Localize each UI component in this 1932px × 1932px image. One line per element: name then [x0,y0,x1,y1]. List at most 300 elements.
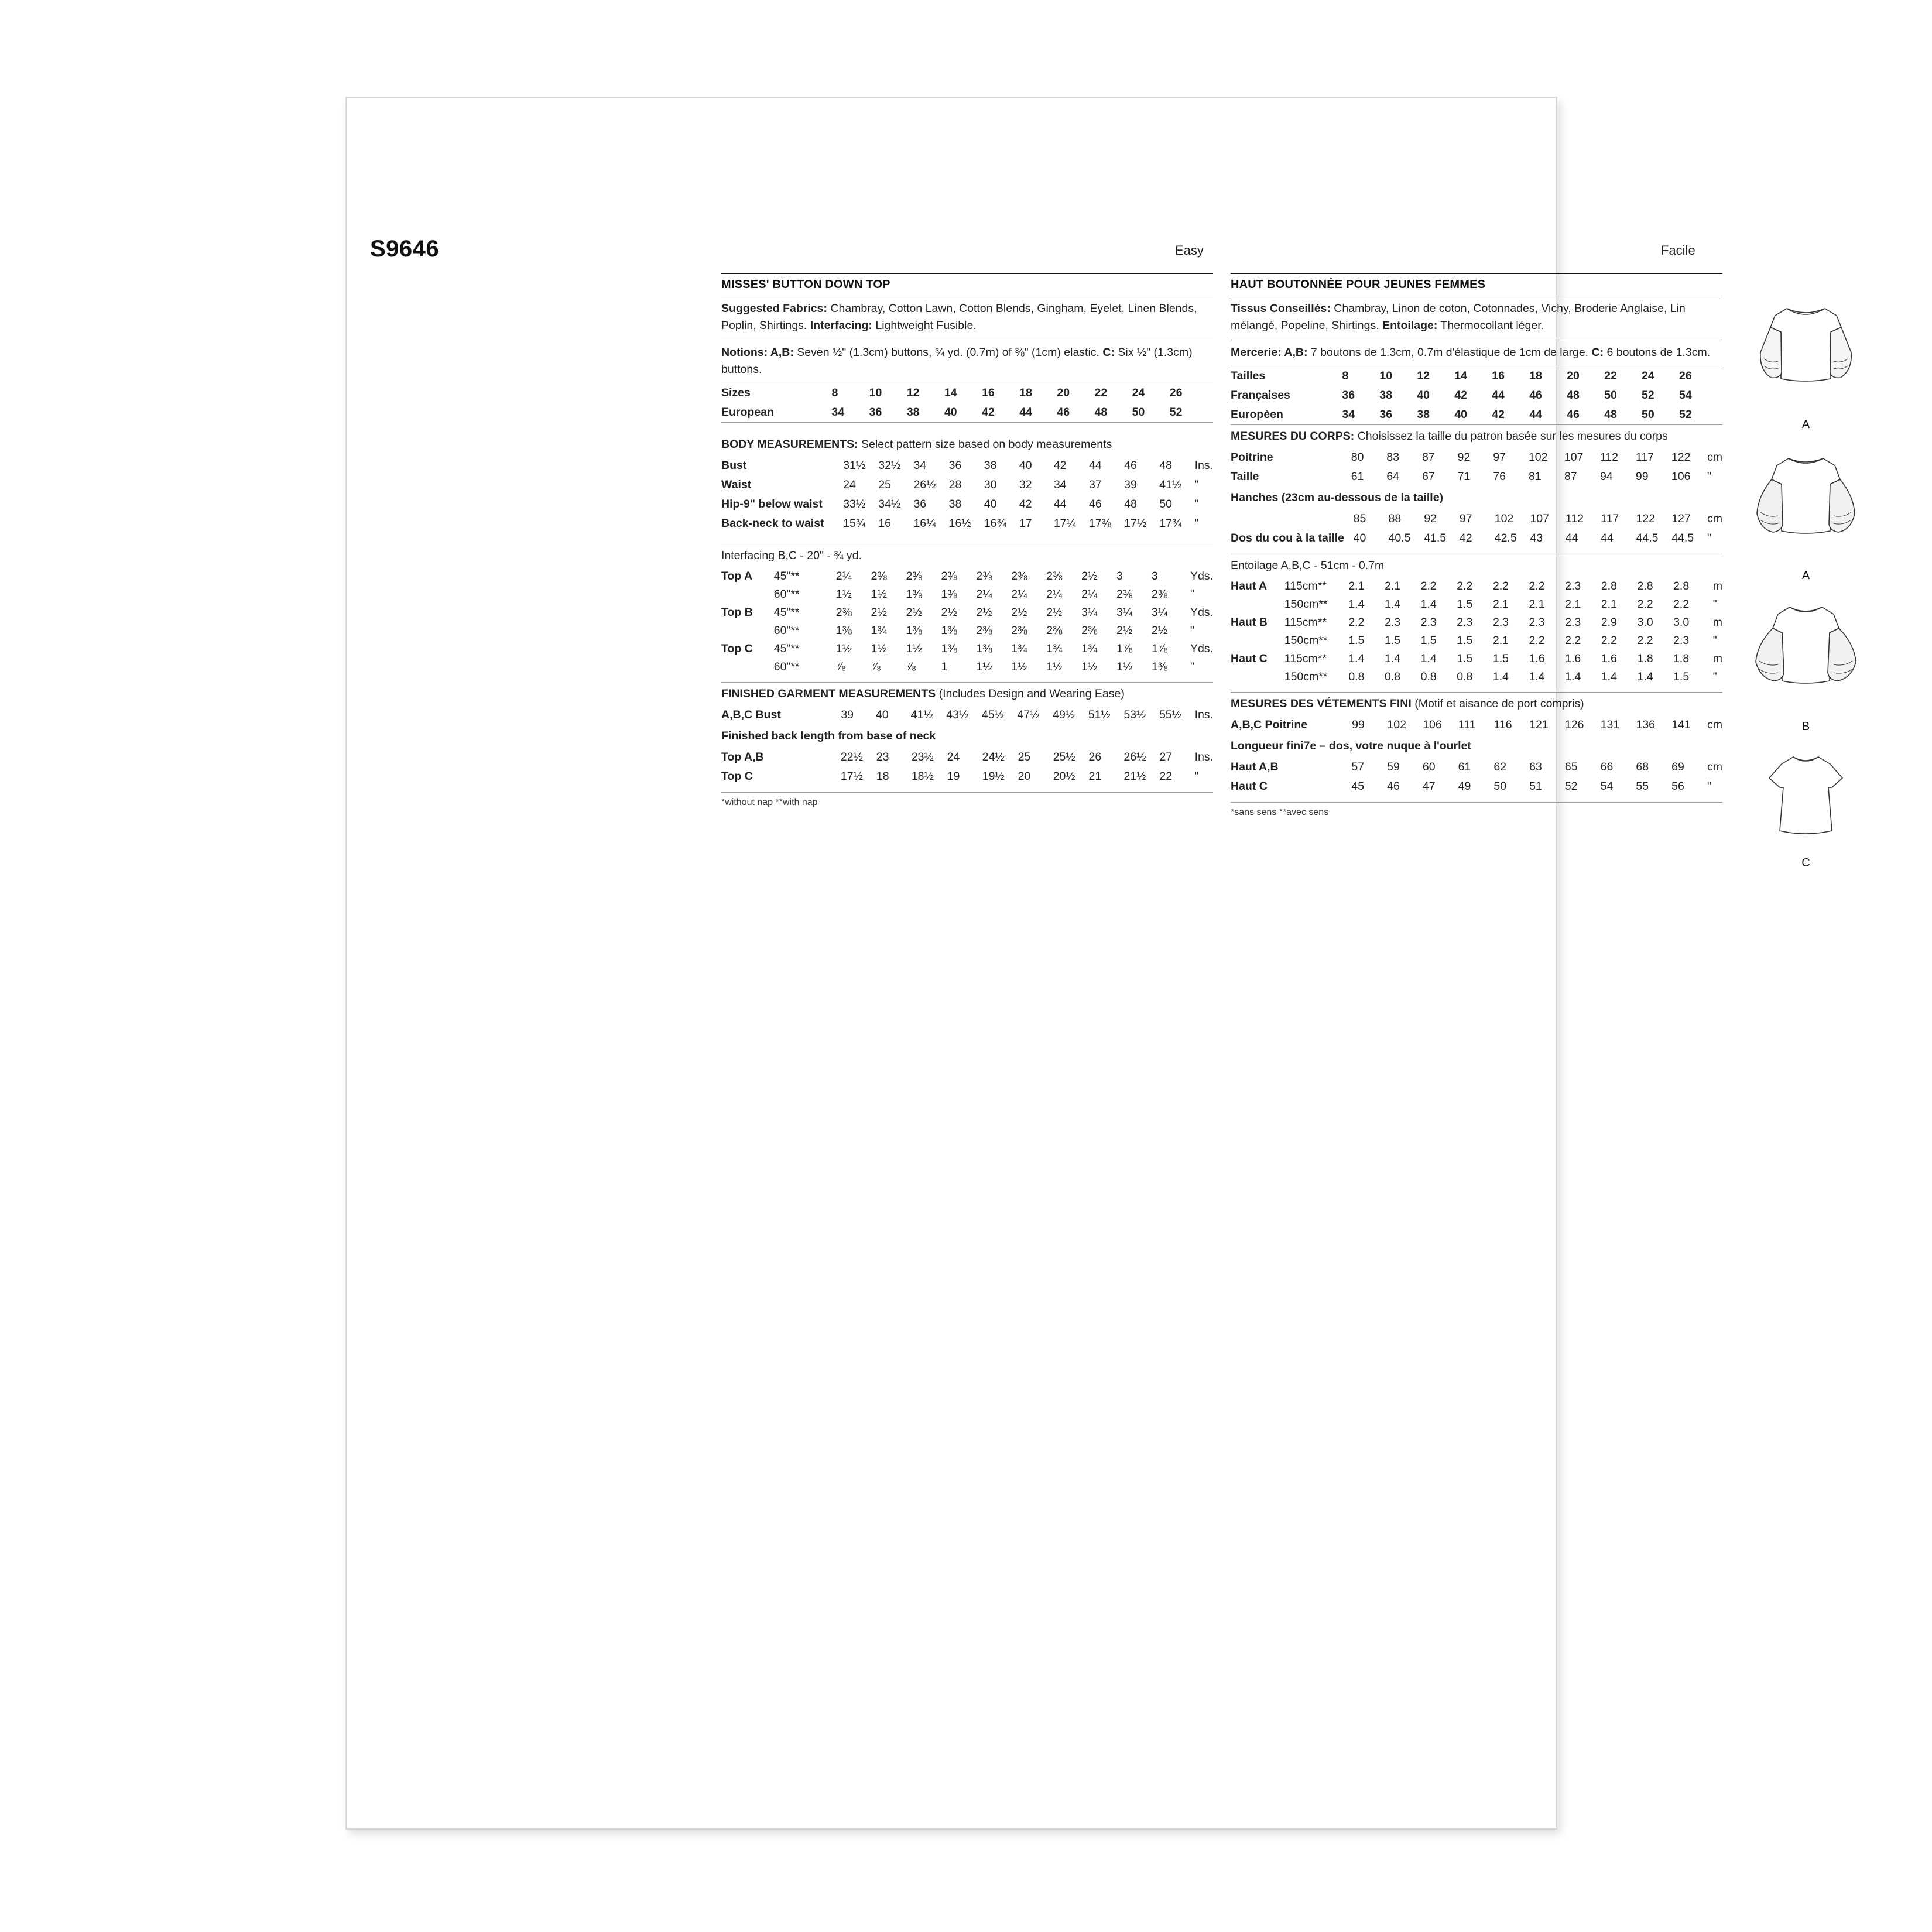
body-measurements-table-fr [1231,448,1722,487]
notions-label-en: Notions: A,B: [721,345,794,359]
table-row [1231,777,1722,796]
hip-note-fr [1231,487,1722,509]
sizes-table-fr [1231,366,1722,424]
cell: 53½ [1123,708,1146,721]
cell: 76 [1493,470,1506,483]
fabric-width: 150cm** [1284,633,1328,647]
cell: 2.2 [1420,579,1437,592]
difficulty-en: Easy [1175,243,1204,258]
cell: 19 [947,770,960,783]
cell: 102 [1494,512,1514,525]
table-row [1231,577,1722,595]
cell: 2½ [1011,606,1027,619]
body-head-bold-en: BODY MEASUREMENTS: [721,438,858,451]
cell: 1.8 [1673,652,1690,665]
finished-head-rest-fr: (Motif et aisance de port compris) [1411,697,1584,710]
cell: 42.5 [1494,531,1517,544]
yardage-table-fr [1231,577,1722,686]
cell: 36 [948,459,962,472]
unit: Ins. [1194,751,1213,763]
view-a-back-drawing [1743,442,1869,568]
cell: 1⅜ [835,624,852,637]
cell: 1¾ [1046,642,1063,655]
view-a-front-caption: A [1801,418,1810,431]
cell: 10 [1379,369,1393,382]
cell: 32½ [878,459,901,472]
cell: 47½ [1017,708,1040,721]
cell: 42 [1454,388,1467,402]
fabrics-label-en: Suggested Fabrics: [721,302,827,315]
cell: 23½ [911,751,934,763]
cell: 1⅜ [941,588,957,601]
cell: 50 [1604,388,1617,402]
cell: 44 [1529,407,1542,421]
fabric-width: 60"** [773,624,800,637]
cell: 106 [1423,718,1442,731]
notions-c-text-fr: 6 boutons de 1.3cm. [1604,345,1711,359]
cell: 2.3 [1565,579,1581,592]
cell: 2⅜ [906,570,922,583]
unit: " [1712,597,1717,611]
cell: 55 [1636,779,1649,793]
finished-measurements-table-en [721,705,1213,725]
view-a-front [1743,291,1869,431]
cell: 2.2 [1565,633,1581,647]
francaises-label-fr: Françaises [1231,388,1290,402]
cell: 16½ [948,517,971,530]
cell: 22 [1159,770,1173,783]
cell: 48 [1124,498,1137,511]
table-row [1231,467,1722,487]
view-label: Top C [721,642,753,655]
table-row [1231,405,1722,424]
cell: 2.2 [1457,579,1473,592]
cell: 92 [1457,450,1471,464]
cell: 46 [1088,498,1102,511]
finished-head-bold-en: FINISHED GARMENT MEASUREMENTS [721,687,936,700]
cell: 21 [1088,770,1102,783]
cell: 50 [1642,407,1654,421]
cell: 117 [1635,450,1654,464]
notions-c-label-fr: C: [1591,345,1604,359]
cell: 25 [878,478,891,491]
interfacing-text-en: Lightweight Fusible. [872,319,977,333]
cell: 92 [1424,512,1437,525]
cell: 88 [1388,512,1402,525]
body-measurements-head-fr [1231,425,1722,448]
cell: 1.4 [1384,652,1401,665]
cell: 12 [906,386,920,399]
cell: 44 [1601,531,1614,544]
cell: 44 [1088,459,1102,472]
cell: 25½ [1053,751,1075,763]
cell: 2⅜ [976,570,992,583]
cell: 136 [1636,718,1655,731]
sizes-label-fr: Tailles [1231,369,1266,382]
cell: 14 [944,386,957,399]
cell: 43½ [946,708,969,721]
finished-head-bold-fr: MESURES DES VÉTEMENTS FINI [1231,697,1412,710]
row-label: Haut C [1231,779,1268,793]
cell: 34 [1053,478,1067,491]
cell: 43 [1530,531,1543,544]
cell: 0.8 [1457,670,1473,683]
table-row [1231,595,1722,614]
footnote-fr: *sans sens **avec sens [1231,807,1329,817]
cell: 97 [1459,512,1472,525]
unit: m [1712,615,1722,629]
row-label: Top A,B [721,751,764,763]
cell: 141 [1671,718,1691,731]
cell: 44 [1565,531,1578,544]
cell: 2.2 [1348,615,1365,629]
view-c [1743,744,1869,870]
interfacing-line-fr: Entoilage A,B,C - 51cm - 0.7m [1231,559,1385,572]
cell: 1½ [871,588,887,601]
cell: 1.5 [1492,652,1509,665]
cell: 39 [841,708,854,721]
cell: 26½ [1123,751,1146,763]
cell: 94 [1599,470,1613,483]
cell: 61 [1351,470,1364,483]
unit: " [1194,498,1199,511]
table-row [1231,366,1722,386]
cell: 12 [1417,369,1430,382]
cell: 2.1 [1492,597,1509,611]
cell: 102 [1387,718,1406,731]
unit: " [1707,531,1711,544]
cell: 10 [869,386,882,399]
cell: 2¼ [1046,588,1063,601]
cell: 42 [1459,531,1472,544]
cell: 8 [831,386,838,399]
yardage-table-en [721,567,1213,676]
cell: 26 [1679,369,1692,382]
interfacing-label-fr: Entoilage: [1382,319,1438,333]
cell: 16 [982,386,995,399]
cell: 14 [1454,369,1467,382]
cell: 56 [1671,779,1684,793]
table-row [1231,650,1722,668]
unit: " [1712,633,1717,647]
cell: 44 [1053,498,1067,511]
finished-back-table-fr [1231,758,1722,796]
cell: 127 [1671,512,1691,525]
fabric-width: 150cm** [1284,670,1328,683]
body-measurements-head-en [721,433,1213,456]
cell: 102 [1528,450,1548,464]
cell: 111 [1458,718,1476,731]
cell: 69 [1671,760,1684,773]
cell: 1.4 [1565,670,1581,683]
cell: 121 [1529,718,1549,731]
cell: 2.3 [1457,615,1473,629]
view-label: Top A [721,570,753,583]
cell: 20 [1018,770,1031,783]
view-a-front-drawing [1743,291,1869,417]
unit: cm [1707,760,1722,773]
row-label: Taille [1231,470,1259,483]
unit: " [1194,770,1199,783]
unit: " [1707,779,1711,793]
cell: 1⅞ [1151,642,1168,655]
unit: " [1194,517,1199,530]
footnote-en: *without nap **with nap [721,797,818,807]
table-row [721,640,1213,658]
row-label: Hip-9" below waist [721,498,823,511]
table-row [1231,448,1722,467]
cell: 32 [1019,478,1032,491]
cell: 1.5 [1457,597,1473,611]
cell: 52 [1169,406,1183,419]
cell: 2.2 [1637,633,1653,647]
cell: 2.8 [1673,579,1690,592]
finished-back-note-text-en: Finished back length from base of neck [721,729,936,742]
cell: 34 [913,459,927,472]
fabric-width: 45"** [773,570,800,583]
cell: 1.4 [1348,597,1365,611]
cell: 87 [1564,470,1577,483]
cell: 3¼ [1081,606,1098,619]
cell: 2.9 [1601,615,1617,629]
cell: 50 [1159,498,1172,511]
cell: 122 [1636,512,1656,525]
cell: 2.2 [1637,597,1653,611]
cell: 64 [1386,470,1400,483]
cell: 81 [1528,470,1542,483]
cell: 1½ [906,642,922,655]
cell: 8 [1342,369,1349,382]
cell: 2⅜ [835,606,852,619]
cell: 40 [984,498,997,511]
cell: 107 [1530,512,1549,525]
cell: 2.8 [1637,579,1653,592]
finished-head-rest-en: (Includes Design and Wearing Ease) [936,687,1125,700]
cell: 2½ [1116,624,1133,637]
cell: 54 [1600,779,1614,793]
cell: 24 [1132,386,1145,399]
cell: 44.5 [1671,531,1694,544]
cell: 17⅜ [1088,517,1111,530]
row-label: Back-neck to waist [721,517,824,530]
cell: 1⅜ [906,624,922,637]
cell: 1½ [1046,660,1063,673]
unit: " [1194,478,1199,491]
cell: 2⅜ [1116,588,1133,601]
cell: 38 [1417,407,1430,421]
cell: 1.5 [1384,633,1401,647]
unit [1717,405,1722,424]
cell: 2⅜ [1011,624,1027,637]
cell: 20 [1057,386,1070,399]
cell: 2½ [976,606,992,619]
notions-text-en: Seven ½" (1.3cm) buttons, ¾ yd. (0.7m) of ⅜" (1cm) elastic. [793,345,1103,359]
cell: 40.5 [1388,531,1411,544]
unit: " [1707,470,1711,483]
cell: 2⅜ [871,570,887,583]
cell: 1.5 [1457,652,1473,665]
cell: 2½ [1151,624,1168,637]
cell: 1.6 [1529,652,1545,665]
cell: 52 [1679,407,1692,421]
fabric-width: 60"** [773,660,800,673]
cell: 63 [1529,760,1542,773]
cell: 2.3 [1565,615,1581,629]
cell: 3 [1151,570,1158,583]
fabric-width: 115cm** [1284,615,1327,629]
cell: 2.1 [1384,579,1401,592]
illustration-column [1743,291,1878,881]
table-row [1231,386,1722,405]
cell: 18 [1019,386,1032,399]
view-label: Haut B [1231,615,1268,629]
cell: 45 [1351,779,1365,793]
cell: 2⅜ [1046,624,1063,637]
cell: 33½ [843,498,866,511]
cell: 40 [1019,459,1032,472]
cell: 3 [1116,570,1123,583]
cell: 60 [1422,760,1436,773]
fabric-width: 150cm** [1284,597,1328,611]
cell: 2¼ [835,570,852,583]
fabric-width: 115cm** [1284,652,1327,665]
cell: 22½ [840,751,863,763]
row-label: A,B,C Bust [721,708,781,721]
unit: m [1712,652,1722,665]
table-row [1231,758,1722,777]
cell: 2⅜ [941,570,957,583]
view-c-drawing [1743,744,1869,855]
cell: 24 [843,478,856,491]
cell: 2.2 [1529,633,1545,647]
view-a-back-caption: A [1801,569,1810,582]
cell: 21½ [1123,770,1146,783]
unit: Ins. [1194,459,1213,472]
cell: 17 [1019,517,1032,530]
cell: 59 [1387,760,1400,773]
cell: 1.5 [1457,633,1473,647]
finished-back-note-en [721,725,1213,748]
cell: 24 [1642,369,1654,382]
unit: Yds. [1190,606,1213,619]
notions-en [721,340,1213,383]
table-row [721,585,1213,604]
cell: 54 [1679,388,1692,402]
cell: 34 [1342,407,1355,421]
cell: 50 [1493,779,1507,793]
pattern-envelope-back [345,97,1810,1830]
cell: 1⅜ [941,624,957,637]
cell: 2½ [871,606,887,619]
cell: 1¾ [871,624,887,637]
cell: 48 [1159,459,1172,472]
view-label: Haut A [1231,579,1268,592]
body-measurements-table-en [721,456,1213,533]
cell: 1.5 [1348,633,1365,647]
cell: 47 [1422,779,1436,793]
cell: 2⅜ [1011,570,1027,583]
table-row [721,403,1213,422]
table-row [721,658,1213,676]
cell: 18 [1529,369,1542,382]
body-head-rest-fr: Choisissez la taille du patron basée sur les mesures du corps [1354,429,1668,443]
cell: 2.8 [1601,579,1617,592]
cell: 40 [876,708,889,721]
cell: 41½ [1159,478,1182,491]
cell: 1.8 [1637,652,1653,665]
cell: 1.6 [1601,652,1617,665]
cell: 2¼ [1011,588,1027,601]
cell: ⅞ [871,660,881,673]
cell: 16 [878,517,891,530]
cell [1207,383,1213,403]
cell: 41.5 [1424,531,1447,544]
cell: 49 [1458,779,1471,793]
cell: 2.2 [1529,579,1545,592]
cell: 26 [1169,386,1183,399]
cell: 1½ [835,588,852,601]
fabric-width: 45"** [773,606,800,619]
row-label: Waist [721,478,752,491]
cell: 1¾ [1081,642,1098,655]
unit [1717,386,1722,405]
cell: 99 [1635,470,1649,483]
cell: 2⅜ [976,624,992,637]
cell: 51 [1529,779,1542,793]
cell: 40 [1454,407,1467,421]
cell: 1½ [1011,660,1027,673]
cell: 83 [1386,450,1400,464]
finished-back-note-text-fr: Longueur fini7e – dos, votre nuque à l'ourlet [1231,739,1471,752]
hip-note-text-fr: Hanches (23cm au-dessous de la taille) [1231,491,1444,504]
table-row [721,383,1213,403]
cell: 1.4 [1384,597,1401,611]
cell: 1⅜ [941,642,957,655]
cell: 42 [1053,459,1067,472]
cell: 99 [1352,718,1365,731]
finished-head-fr [1231,693,1722,715]
suggested-fabrics-en [721,296,1213,340]
pattern-number: S9646 [370,236,440,262]
cell: 46 [1567,407,1580,421]
cell: 2.3 [1673,633,1690,647]
cell: 17¼ [1053,517,1076,530]
cell: 1.4 [1492,670,1509,683]
view-b-caption: B [1801,720,1810,733]
cell: 1½ [1081,660,1098,673]
table-row [721,604,1213,622]
table-row [1231,529,1722,548]
cell: 80 [1351,450,1364,464]
cell: 61 [1458,760,1471,773]
european-label-en: European [721,406,774,419]
cell: 1.4 [1420,652,1437,665]
row-label [1231,509,1354,529]
cell: 2.1 [1492,633,1509,647]
row-label: Poitrine [1231,450,1273,464]
cell: 17½ [1124,517,1147,530]
cell: 38 [906,406,920,419]
cell: 1.4 [1348,652,1365,665]
cell: 2.3 [1492,615,1509,629]
hip-table-fr [1231,509,1722,548]
fabric-width: 45"** [773,642,800,655]
fabric-width: 115cm** [1284,579,1327,592]
row-label: Top C [721,770,753,783]
cell: 2⅜ [1081,624,1098,637]
cell: 71 [1457,470,1471,483]
row-label: Dos du cou à la taille [1231,531,1344,544]
